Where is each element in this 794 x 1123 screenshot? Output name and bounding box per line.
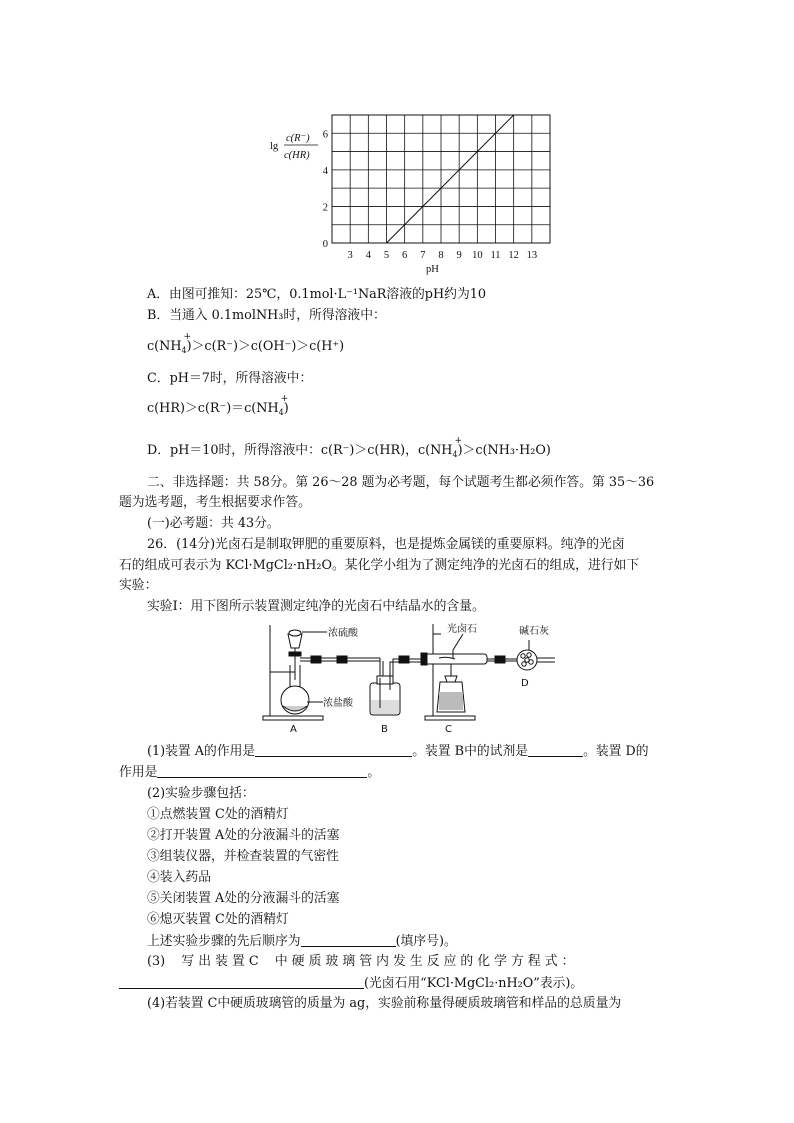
- q26-line1: 26．(14分)光卤石是制取钾肥的重要原料，也是提炼金属镁的重要原料。纯净的光卤: [147, 537, 625, 552]
- x-tick-label: 13: [526, 250, 538, 261]
- y-tick-label: 0: [322, 239, 328, 250]
- question-2-head: (2)实验步骤包括：: [147, 786, 255, 801]
- x-tick-label: 12: [508, 250, 519, 261]
- step-3: ③组装仪器，并检查装置的气密性: [147, 849, 339, 864]
- chart-grid: [332, 115, 550, 243]
- subscript: 4: [278, 408, 284, 417]
- chart-ylabel-numerator: c(R⁻): [286, 133, 310, 144]
- apparatus-a: [263, 625, 327, 720]
- step-1: ①点燃装置 C处的酒精灯: [147, 807, 289, 822]
- option-d: [147, 436, 551, 461]
- section-ii-line1: 二、非选择题：共 58分。第 26～28 题为必考题，每个试题考生都必须作答。第 35～36: [147, 475, 655, 490]
- x-tick-label: 10: [472, 250, 483, 261]
- question-1-line2: [119, 763, 380, 782]
- question-4: (4)若装置 C中硬质玻璃管的质量为 ag，实验前称量得硬质玻璃管和样品的总质量为: [147, 996, 622, 1011]
- section-required-header: (一)必考题：共 43分。: [147, 516, 280, 531]
- label-apparatus-b: B: [381, 724, 388, 735]
- option-c-rest: ): [283, 401, 289, 416]
- chart-tick-labels: [323, 129, 537, 261]
- apparatus-d: [517, 640, 555, 670]
- q1-text-e: 。: [367, 765, 381, 780]
- x-tick-label: 5: [383, 250, 390, 261]
- option-a: A．由图可推知：25℃，0.1mol·L⁻¹NaR溶液的pH约为10: [147, 287, 487, 302]
- chart-xlabel: pH: [426, 264, 439, 275]
- question-2-order: [147, 932, 457, 951]
- label-soda-lime: 碱石灰: [519, 626, 549, 637]
- option-d-rest: )＞c(NH₃·H₂O): [457, 443, 551, 458]
- q26-line3: 实验：: [119, 578, 158, 593]
- y-tick-label: 4: [322, 165, 328, 177]
- option-c-head: C．pH＝7时，所得溶液中：: [147, 371, 313, 386]
- answer-blank-q1-b[interactable]: [528, 742, 583, 757]
- apparatus-c: [421, 624, 517, 720]
- x-tick-label: 8: [438, 250, 444, 261]
- step-4: ④装入药品: [147, 870, 211, 885]
- question-1-line1: [147, 742, 649, 761]
- y-tick-label: 2: [322, 202, 328, 214]
- q1-text-a: (1)装置 A的作用是: [147, 744, 256, 759]
- option-d-head: D．pH＝10时，所得溶液中：c(R⁻)＞c(HR)，c(NH: [147, 443, 453, 458]
- option-b-head: B．当通入 0.1molNH₃时，所得溶液中：: [147, 308, 386, 323]
- answer-blank-q1-c[interactable]: [157, 763, 367, 778]
- x-tick-label: 6: [402, 250, 408, 261]
- option-c-relation: [147, 394, 289, 419]
- question-3-line1: (3) 写 出 装 置 C 中 硬 质 玻 璃 管 内 发 生 反 应 的 化 学 方 程 式 ：: [147, 954, 575, 969]
- x-tick-label: 9: [456, 250, 462, 261]
- y-tick-label: 6: [322, 129, 328, 141]
- question-3-line2: [119, 974, 583, 993]
- x-tick-label: 4: [365, 250, 371, 261]
- ph-chart: [260, 105, 560, 280]
- subscript: 4: [181, 346, 187, 355]
- label-conc-hydrochloric-acid: 浓盐酸: [323, 698, 353, 709]
- plus-sign: +: [454, 436, 463, 446]
- label-carnallite: 光卤石: [447, 624, 477, 635]
- option-b-relation: [147, 332, 345, 357]
- chart-series: [387, 115, 514, 243]
- q1-text-b: 。装置 B中的试剂是: [412, 744, 529, 759]
- section-ii-line2: 题为选考题，考生根据要求作答。: [119, 495, 311, 510]
- q26-line2: 石的组成可表示为 KCl·MgCl₂·nH₂O。某化学小组为了测定纯净的光卤石的组成，进行如下: [119, 558, 640, 573]
- plus-sign: +: [183, 332, 192, 342]
- x-tick-label: 3: [347, 250, 353, 261]
- label-apparatus-c: C: [445, 724, 452, 735]
- subscript: 4: [452, 450, 458, 459]
- label-conc-sulfuric-acid: 浓硫酸: [328, 628, 358, 639]
- plus-sign: +: [280, 394, 289, 404]
- step-2: ②打开装置 A处的分液漏斗的活塞: [147, 828, 340, 843]
- answer-blank-q2[interactable]: [301, 932, 396, 947]
- experiment-1-title: 实验Ⅰ：用下图所示装置测定纯净的光卤石中结晶水的含量。: [147, 599, 485, 614]
- answer-blank-q1-a[interactable]: [255, 742, 412, 757]
- label-apparatus-a: A: [290, 724, 297, 735]
- q3-text-b: (光卤石用“KCl·MgCl₂·nH₂O”表示)。: [364, 976, 584, 991]
- step-5: ⑤关闭装置 A处的分液漏斗的活塞: [147, 891, 340, 906]
- x-tick-label: 11: [490, 250, 501, 261]
- q1-text-d: 作用是: [119, 765, 158, 780]
- tubing-a-b: [300, 656, 383, 678]
- apparatus-diagram: [255, 620, 565, 738]
- x-tick-label: 7: [420, 250, 426, 261]
- option-c-c1: c(HR)＞c(R⁻)＝c(NH: [147, 401, 279, 416]
- q2-order-text-a: 上述实验步骤的先后顺序为: [147, 934, 301, 949]
- chart-ylabel-lg: lg: [270, 141, 279, 152]
- q1-text-c: 。装置 D的: [583, 744, 649, 759]
- series-line: [387, 115, 514, 243]
- step-6: ⑥熄灭装置 C处的酒精灯: [147, 912, 289, 927]
- label-apparatus-d: D: [521, 678, 529, 689]
- answer-blank-q3[interactable]: [119, 974, 364, 989]
- option-b-rest: )＞c(R⁻)＞c(OH⁻)＞c(H⁺): [186, 339, 345, 354]
- chart-ylabel-denominator: c(HR): [284, 150, 310, 161]
- q2-order-text-b: (填序号)。: [395, 934, 457, 949]
- option-b-c1: c(NH: [147, 339, 182, 354]
